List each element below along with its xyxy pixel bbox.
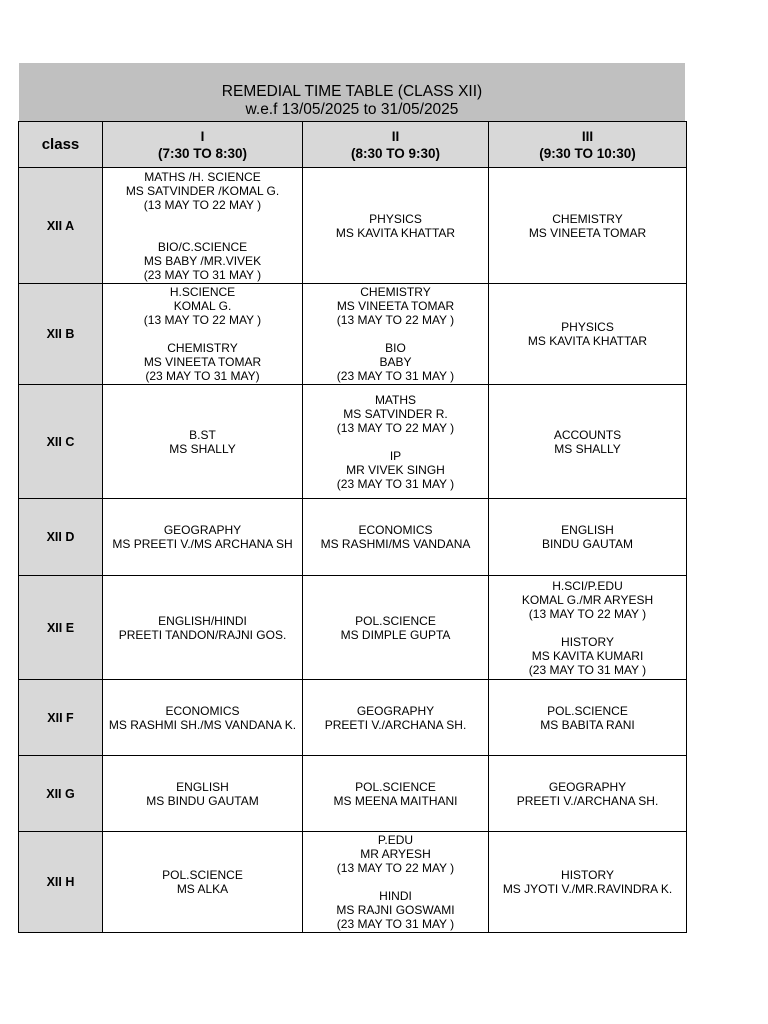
cell-line: BIO/C.SCIENCE (157, 239, 248, 254)
cell-line: MS VINEETA TOMAR (528, 225, 647, 240)
class-cell: XII B (19, 284, 103, 385)
cell-line: MS SATVINDER /KOMAL G. (125, 183, 280, 198)
cell-line: ACCOUNTS (553, 427, 622, 442)
table-row (19, 680, 687, 756)
period-cell (103, 385, 303, 499)
cell-line: BIO (385, 341, 406, 355)
table-row (19, 832, 687, 933)
period-cell (103, 680, 303, 756)
cell-line: ENGLISH (561, 523, 614, 537)
period-header-2 (303, 122, 489, 168)
line-gap (103, 212, 302, 226)
cell-line: MS DIMPLE GUPTA (340, 627, 451, 642)
cell-line: CHEMISTRY (360, 285, 431, 299)
table-row (19, 499, 687, 576)
cell-line: MS RASHMI/MS VANDANA (320, 537, 471, 551)
cell-line: GEOGRAPHY (163, 523, 242, 537)
cell-line: MR VIVEK SINGH (346, 462, 445, 477)
class-cell: XII F (19, 680, 103, 756)
cell-line: MS BABY /MR.VIVEK (143, 253, 262, 268)
period-header-3 (489, 122, 687, 168)
line-gap (303, 327, 488, 341)
cell-line: KOMAL G./MR ARYESH (521, 592, 654, 607)
cell-line: MS SHALLY (554, 441, 621, 456)
cell-line: (13 MAY TO 22 MAY ) (143, 197, 262, 212)
line-gap (103, 327, 302, 341)
period-cell (303, 168, 489, 284)
period-cell (103, 284, 303, 385)
period-cell (303, 832, 489, 933)
period-cell (489, 168, 687, 284)
period-cell (489, 499, 687, 576)
page-title: REMEDIAL TIME TABLE (CLASS XII) (221, 83, 483, 100)
cell-line: MS JYOTI V./MR.RAVINDRA K. (502, 882, 673, 896)
period-cell (489, 680, 687, 756)
cell-line: MR ARYESH (360, 847, 431, 861)
period-cell (489, 385, 687, 499)
cell-line: PREETI V./ARCHANA SH. (516, 793, 659, 808)
cell-line: MS ALKA (176, 882, 229, 896)
period-cell (489, 284, 687, 385)
table-row (19, 168, 687, 284)
line-gap (303, 875, 488, 889)
cell-line: (13 MAY TO 22 MAY ) (336, 420, 455, 435)
cell-line: MS SHALLY (169, 441, 236, 456)
period-time: (8:30 TO 9:30) (350, 145, 441, 161)
cell-line: HISTORY (561, 634, 614, 649)
title-band (19, 63, 685, 121)
cell-line: PREETI TANDON/RAJNI GOS. (118, 627, 287, 642)
cell-line: MS SATVINDER R. (343, 406, 448, 421)
cell-line: H.SCI/P.EDU (552, 578, 623, 593)
line-gap (103, 226, 302, 240)
period-cell (303, 576, 489, 680)
class-cell: XII H (19, 832, 103, 933)
cell-line: CHEMISTRY (552, 211, 623, 226)
cell-line: PREETI V./ARCHANA SH. (324, 717, 467, 732)
cell-line: ENGLISH (176, 779, 229, 794)
cell-line: MS PREETI V./MS ARCHANA SH (112, 537, 293, 551)
class-cell: XII C (19, 385, 103, 499)
page-subtitle: w.e.f 13/05/2025 to 31/05/2025 (245, 101, 459, 118)
line-gap (303, 435, 488, 449)
cell-line: IP (389, 448, 402, 463)
period-cell (103, 832, 303, 933)
cell-line: POL.SCIENCE (355, 613, 436, 628)
period-cell (303, 499, 489, 576)
cell-line: PHYSICS (369, 211, 422, 226)
cell-line: BINDU GAUTAM (541, 537, 634, 551)
cell-line: GEOGRAPHY (548, 779, 627, 794)
cell-line: MS RAJNI GOSWAMI (336, 903, 455, 917)
class-cell: XII D (19, 499, 103, 576)
cell-line: (13 MAY TO 22 MAY ) (336, 861, 455, 875)
cell-line: MS VINEETA TOMAR (143, 355, 262, 369)
cell-line: (13 MAY TO 22 MAY ) (528, 606, 647, 621)
period-cell (303, 756, 489, 832)
period-header-1 (103, 122, 303, 168)
period-cell (303, 385, 489, 499)
cell-line: MS BINDU GAUTAM (146, 793, 259, 808)
period-numeral: II (391, 128, 400, 144)
table-row (19, 284, 687, 385)
cell-line: (23 MAY TO 31 MAY ) (336, 476, 455, 491)
period-cell (303, 284, 489, 385)
cell-line: HINDI (379, 889, 412, 903)
cell-line: CHEMISTRY (167, 341, 238, 355)
period-cell (103, 168, 303, 284)
cell-line: (23 MAY TO 31 MAY ) (528, 662, 647, 677)
cell-line: ENGLISH/HINDI (158, 613, 247, 628)
cell-line: (23 MAY TO 31 MAY ) (336, 917, 455, 931)
period-numeral: III (581, 128, 594, 144)
cell-line: B.ST (189, 427, 216, 442)
period-time: (9:30 TO 10:30) (539, 145, 636, 161)
period-numeral: I (200, 128, 205, 144)
period-cell (303, 680, 489, 756)
cell-line: (13 MAY TO 22 MAY ) (143, 313, 262, 327)
cell-line: H.SCIENCE (169, 285, 236, 299)
cell-line: MS KAVITA KHATTAR (527, 334, 648, 348)
cell-line: (23 MAY TO 31 MAY) (145, 369, 260, 383)
period-cell (489, 756, 687, 832)
cell-line: MATHS (374, 392, 417, 407)
period-cell (103, 576, 303, 680)
period-cell (489, 832, 687, 933)
cell-line: POL.SCIENCE (355, 779, 436, 794)
class-cell: XII E (19, 576, 103, 680)
table-row (19, 385, 687, 499)
period-cell (489, 576, 687, 680)
cell-line: MS KAVITA KHATTAR (335, 225, 456, 240)
period-cell (103, 756, 303, 832)
class-cell: XII A (19, 168, 103, 284)
cell-line: MATHS /H. SCIENCE (144, 169, 261, 184)
cell-line: (13 MAY TO 22 MAY ) (336, 313, 455, 327)
class-column-header: class (19, 122, 103, 168)
cell-line: KOMAL G. (173, 299, 232, 313)
header-row (19, 122, 687, 168)
cell-line: MS MEENA MAITHANI (333, 793, 458, 808)
cell-line: ECONOMICS (165, 703, 240, 718)
cell-line: HISTORY (561, 868, 614, 882)
cell-line: MS RASHMI SH./MS VANDANA K. (108, 717, 297, 732)
cell-line: P.EDU (377, 833, 414, 847)
cell-line: POL.SCIENCE (547, 703, 628, 718)
cell-line: (23 MAY TO 31 MAY ) (143, 267, 262, 282)
class-cell: XII G (19, 756, 103, 832)
period-cell (103, 499, 303, 576)
cell-line: BABY (379, 355, 412, 369)
cell-line: POL.SCIENCE (162, 868, 243, 882)
timetable (18, 121, 687, 933)
cell-line: PHYSICS (561, 320, 614, 334)
line-gap (489, 621, 686, 635)
cell-line: MS VINEETA TOMAR (336, 299, 455, 313)
table-row (19, 756, 687, 832)
cell-line: ECONOMICS (358, 523, 433, 537)
table-row (19, 576, 687, 680)
cell-line: MS BABITA RANI (540, 717, 635, 732)
cell-line: MS KAVITA KUMARI (531, 648, 644, 663)
period-time: (7:30 TO 8:30) (157, 145, 248, 161)
cell-line: GEOGRAPHY (356, 703, 435, 718)
cell-line: (23 MAY TO 31 MAY ) (336, 369, 455, 383)
